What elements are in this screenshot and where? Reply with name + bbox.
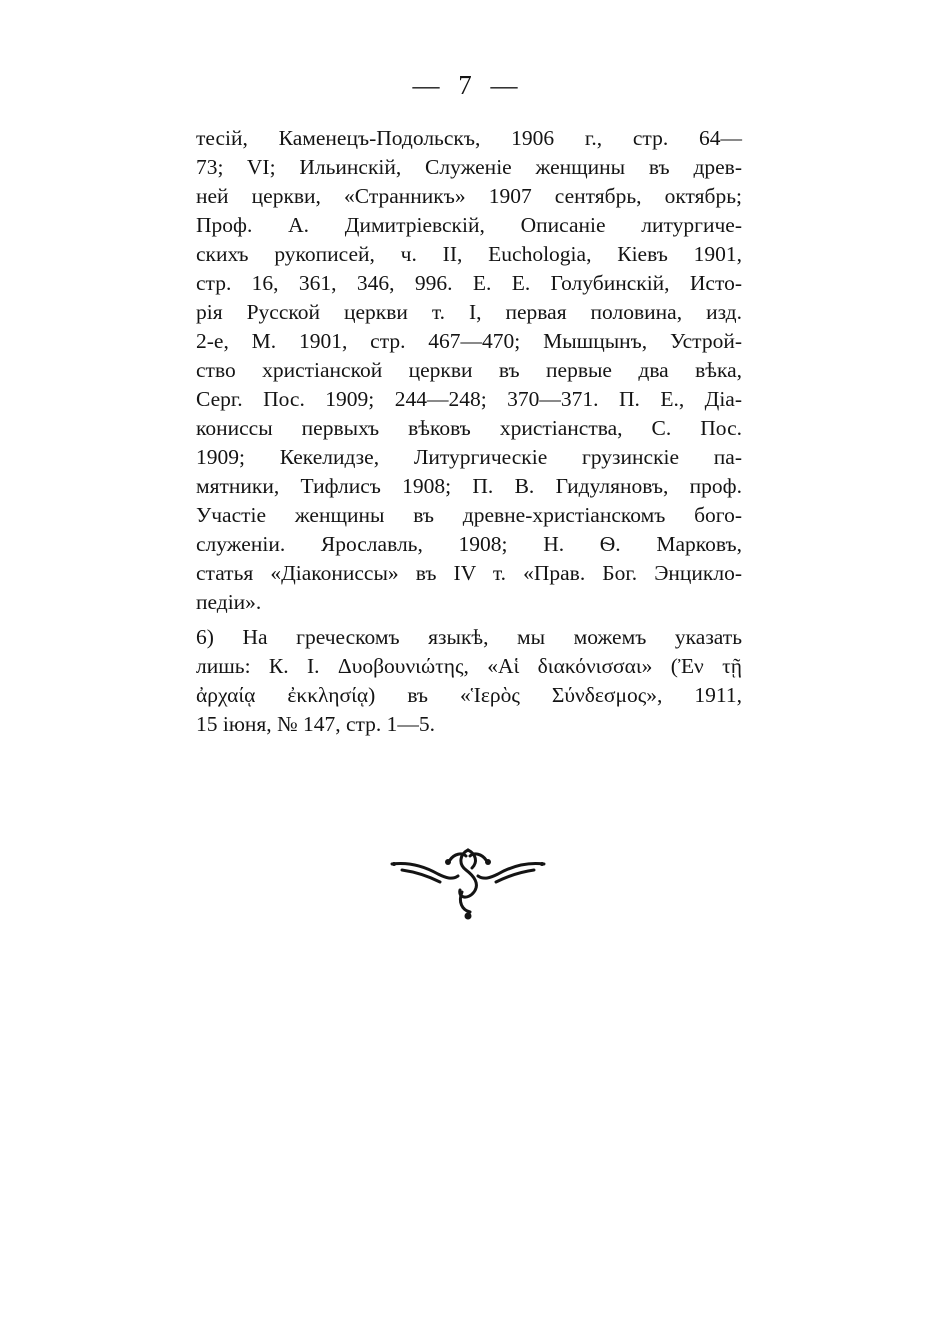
text-line: Проф. А. Димитріевскій, Описаніе литургиче- — [196, 213, 742, 237]
text-line: 2-е, М. 1901, стр. 467—470; Мышцынъ, Устрой- — [196, 329, 742, 353]
text-line: рія Русской церкви т. I, первая половина, изд. — [196, 300, 742, 324]
paragraph-1 — [196, 124, 742, 617]
text-line: Серг. Пос. 1909; 244—248; 370—371. П. Е., Діа- — [196, 387, 742, 411]
text-line: конисcы первыхъ вѣковъ христіанства, С. Пос. — [196, 416, 742, 440]
text-line: педіи». — [196, 590, 262, 614]
text-line: ἀρχαίᾳ ἐκκλησίᾳ) въ «Ἱερὸς Σύνδεσμος», 1911, — [196, 683, 742, 707]
text-line: 6) На греческомъ языкѣ, мы можемъ указать — [196, 625, 742, 649]
text-line: 1909; Кекелидзе, Литургическіе грузинскіе па- — [196, 445, 742, 469]
body-text — [196, 124, 742, 739]
text-line: статья «Діакониссы» въ IV т. «Прав. Бог. Энцикло- — [196, 561, 742, 585]
text-line: скихъ рукописей, ч. II, Euchologia, Кіевъ 1901, — [196, 242, 742, 266]
text-line: лишь: К. I. Δυοβουνιώτης, «Αἱ διακόνισσαι» (Ἐν τῇ — [196, 654, 742, 678]
paragraph-2 — [196, 623, 742, 739]
fleuron-ornament-icon — [388, 840, 548, 924]
text-line: тесій, Каменецъ-Подольскъ, 1906 г., стр. 64— — [196, 126, 742, 150]
text-line: 73; VI; Ильинскій, Служеніе женщины въ древ- — [196, 155, 742, 179]
text-line: Участіе женщины въ древне-христіанскомъ бого- — [196, 503, 742, 527]
text-line: ней церкви, «Странникъ» 1907 сентябрь, октябрь; — [196, 184, 742, 208]
text-line: мятники, Тифлисъ 1908; П. В. Гидуляновъ, проф. — [196, 474, 742, 498]
page-number: — 7 — — [412, 70, 524, 100]
text-line: ство христіанской церкви въ первые два вѣка, — [196, 358, 742, 382]
text-line: стр. 16, 361, 346, 996. Е. Е. Голубинскій, Исто- — [196, 271, 742, 295]
text-line: служеніи. Ярославль, 1908; Н. Ѳ. Марковъ, — [196, 532, 742, 556]
text-line: 15 іюня, № 147, стр. 1—5. — [196, 712, 436, 736]
